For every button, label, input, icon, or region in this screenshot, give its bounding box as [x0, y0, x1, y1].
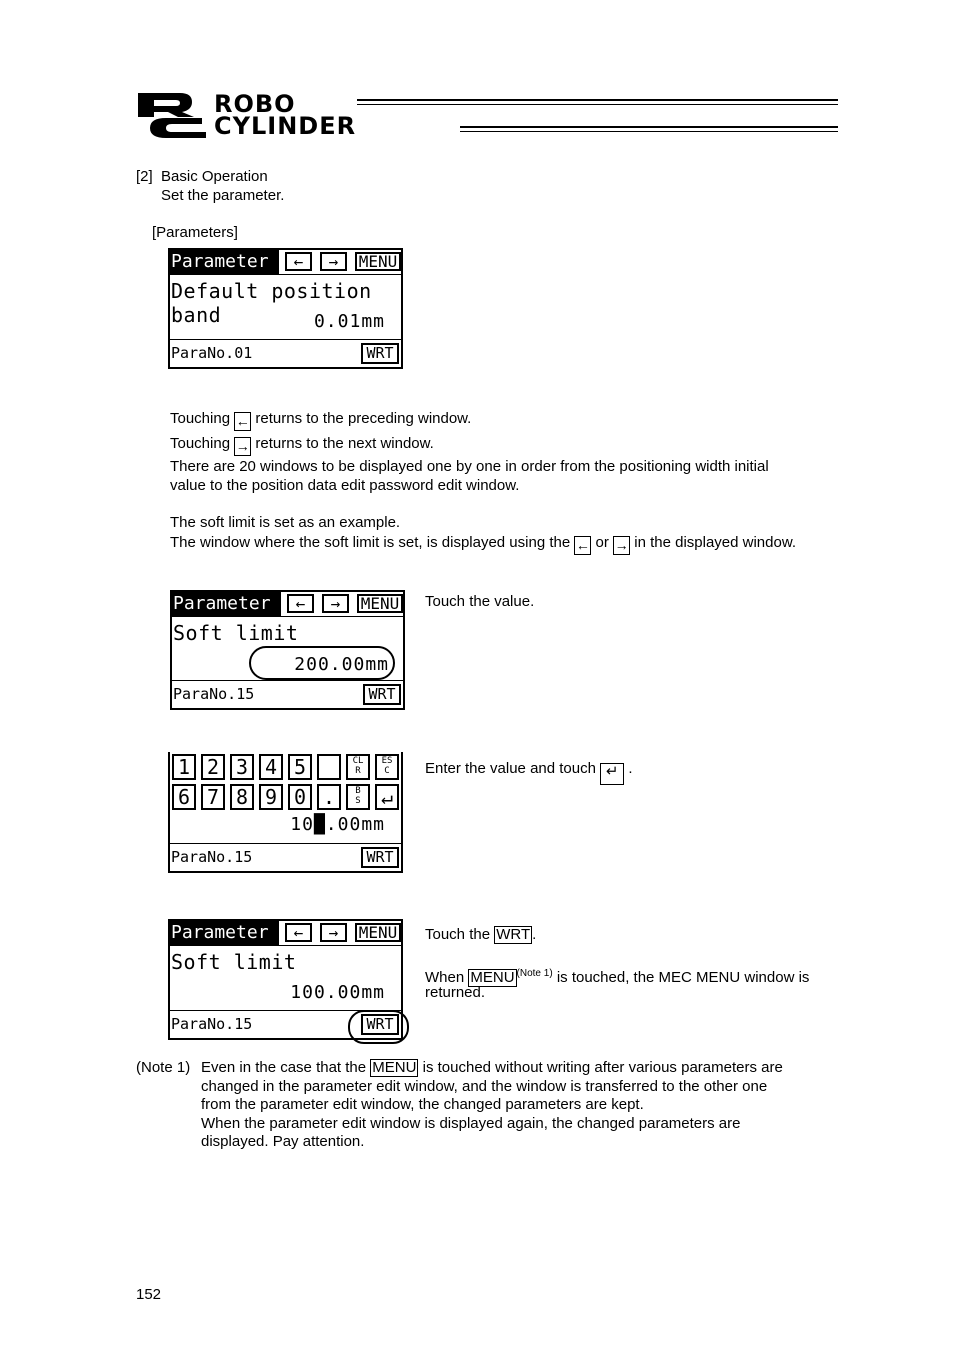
menu-button[interactable]: MENU	[355, 923, 401, 942]
panel4-caption-menu: When MENU $^{(Note 1)}$ is touched, the MEC MENU window is	[425, 968, 810, 986]
lcd-title-bar	[170, 250, 401, 275]
note-line4: When the parameter edit window is displayed again, the changed parameters are	[201, 1115, 741, 1132]
header-rule-bottom-thick	[460, 126, 838, 128]
section-subheading: Set the parameter.	[161, 187, 285, 204]
header-rule-top-thin	[357, 104, 838, 105]
right-arrow-icon: →	[614, 537, 629, 553]
panel3-caption: Enter the value and touch ↵ .	[425, 759, 632, 785]
write-button[interactable]: WRT	[361, 847, 399, 868]
note-reference: (Note 1)	[516, 968, 553, 979]
left-arrow-icon: ←	[575, 537, 590, 553]
keypad-key[interactable]: ES C	[375, 754, 399, 780]
header-rule-bottom-thin	[460, 131, 838, 132]
keypad-key[interactable]: 9	[259, 784, 283, 810]
parameter-number: ParaNo.15	[173, 685, 255, 703]
keypad-key[interactable]: 4	[259, 754, 283, 780]
keypad-key[interactable]: 2	[201, 754, 225, 780]
note-label: (Note 1)	[136, 1059, 191, 1076]
parameters-label: [Parameters]	[152, 224, 238, 241]
note-line3: from the parameter edit window, the changed parameters are kept.	[201, 1096, 644, 1113]
next-window-button[interactable]: →	[322, 594, 349, 613]
robo-cylinder-logo-mark	[136, 91, 208, 139]
write-highlight-oval	[348, 1010, 409, 1044]
menu-button[interactable]: MENU	[355, 252, 401, 271]
keypad-key[interactable]: 8	[230, 784, 254, 810]
keypad-key[interactable]: 7	[201, 784, 225, 810]
parameter-name: Soft limit	[171, 950, 297, 974]
keypad-key[interactable]: 6	[172, 784, 196, 810]
parameter-value: 100.00mm	[290, 982, 385, 1003]
panel2-caption: Touch the value.	[425, 593, 535, 610]
lcd-panel-default-position-band	[168, 248, 403, 369]
lcd-title: Parameter	[170, 250, 279, 274]
menu-reference: MENU	[372, 1059, 417, 1076]
prev-window-button[interactable]: ←	[285, 252, 312, 271]
next-window-button[interactable]: →	[320, 252, 347, 271]
note-line1: Even in the case that the MENU is touched without writing after various parameters are	[201, 1059, 783, 1076]
panel4-caption-menu-cont: returned.	[425, 984, 486, 1001]
lcd-panel-soft-limit-select	[170, 590, 405, 710]
prev-window-button[interactable]: ←	[285, 923, 312, 942]
keypad-key[interactable]: 0	[288, 784, 312, 810]
keypad-key[interactable]: 3	[230, 754, 254, 780]
lcd-footer	[170, 843, 401, 871]
touch-next-line: Touching → returns to the next window.	[170, 435, 434, 454]
keypad-key[interactable]	[317, 754, 341, 780]
lcd-title-bar	[170, 921, 401, 946]
enter-icon: ↵	[600, 763, 624, 785]
page-number: 152	[136, 1286, 162, 1303]
windows-description-line1: There are 20 windows to be displayed one by one in order from the positioning width initial	[170, 458, 769, 475]
section-heading: [2] Basic Operation	[136, 168, 268, 185]
wrt-reference: WRT	[496, 926, 531, 943]
lcd-panel-numeric-keypad	[168, 752, 403, 873]
parameter-number: ParaNo.15	[171, 1015, 253, 1033]
note-line2: changed in the parameter edit window, and the window is transferred to the other one	[201, 1078, 768, 1095]
menu-button[interactable]: MENU	[357, 594, 403, 613]
left-arrow-icon: ←	[235, 413, 250, 429]
menu-reference: MENU	[470, 969, 515, 986]
touch-prev-line: Touching ← returns to the preceding window.	[170, 410, 472, 429]
keypad-key[interactable]: CL R	[346, 754, 370, 780]
soft-limit-instruction: The window where the soft limit is set, is displayed using the ← or → in the displayed window.	[170, 534, 797, 553]
lcd-title: Parameter	[172, 592, 281, 616]
keypad-key[interactable]: B S	[346, 784, 370, 810]
panel4-caption-write: Touch the WRT .	[425, 926, 537, 943]
parameter-name: Default position band	[171, 279, 372, 327]
lcd-footer	[170, 339, 401, 367]
entered-value: 10█.00mm	[290, 814, 385, 835]
keypad-key[interactable]: 1	[172, 754, 196, 780]
parameter-value[interactable]: 0.01mm	[313, 311, 385, 332]
parameter-number: ParaNo.15	[171, 848, 253, 866]
keypad-key[interactable]: 5	[288, 754, 312, 780]
parameter-value[interactable]: 200.00mm	[294, 654, 389, 675]
write-button[interactable]: WRT	[361, 1014, 399, 1035]
soft-limit-intro: The soft limit is set as an example.	[170, 514, 401, 531]
parameter-number: ParaNo.01	[171, 344, 253, 362]
note-line5: displayed. Pay attention.	[201, 1133, 365, 1150]
header-rule-top-thick	[357, 99, 838, 101]
lcd-title-bar	[172, 592, 403, 617]
logo-text-cylinder: CYLINDER	[214, 112, 357, 140]
parameter-name: Soft limit	[173, 621, 299, 645]
write-button[interactable]: WRT	[363, 684, 401, 705]
highlight-oval	[249, 646, 395, 680]
lcd-title: Parameter	[170, 921, 279, 945]
logo-text-robo: ROBO	[214, 90, 296, 118]
lcd-footer	[172, 680, 403, 708]
keypad-key[interactable]: .	[317, 784, 341, 810]
right-arrow-icon: →	[235, 438, 250, 454]
prev-window-button[interactable]: ←	[287, 594, 314, 613]
keypad-key[interactable]: ↵	[375, 784, 399, 810]
windows-description-line2: value to the position data edit password edit window.	[170, 477, 520, 494]
next-window-button[interactable]: →	[320, 923, 347, 942]
write-button[interactable]: WRT	[361, 343, 399, 364]
